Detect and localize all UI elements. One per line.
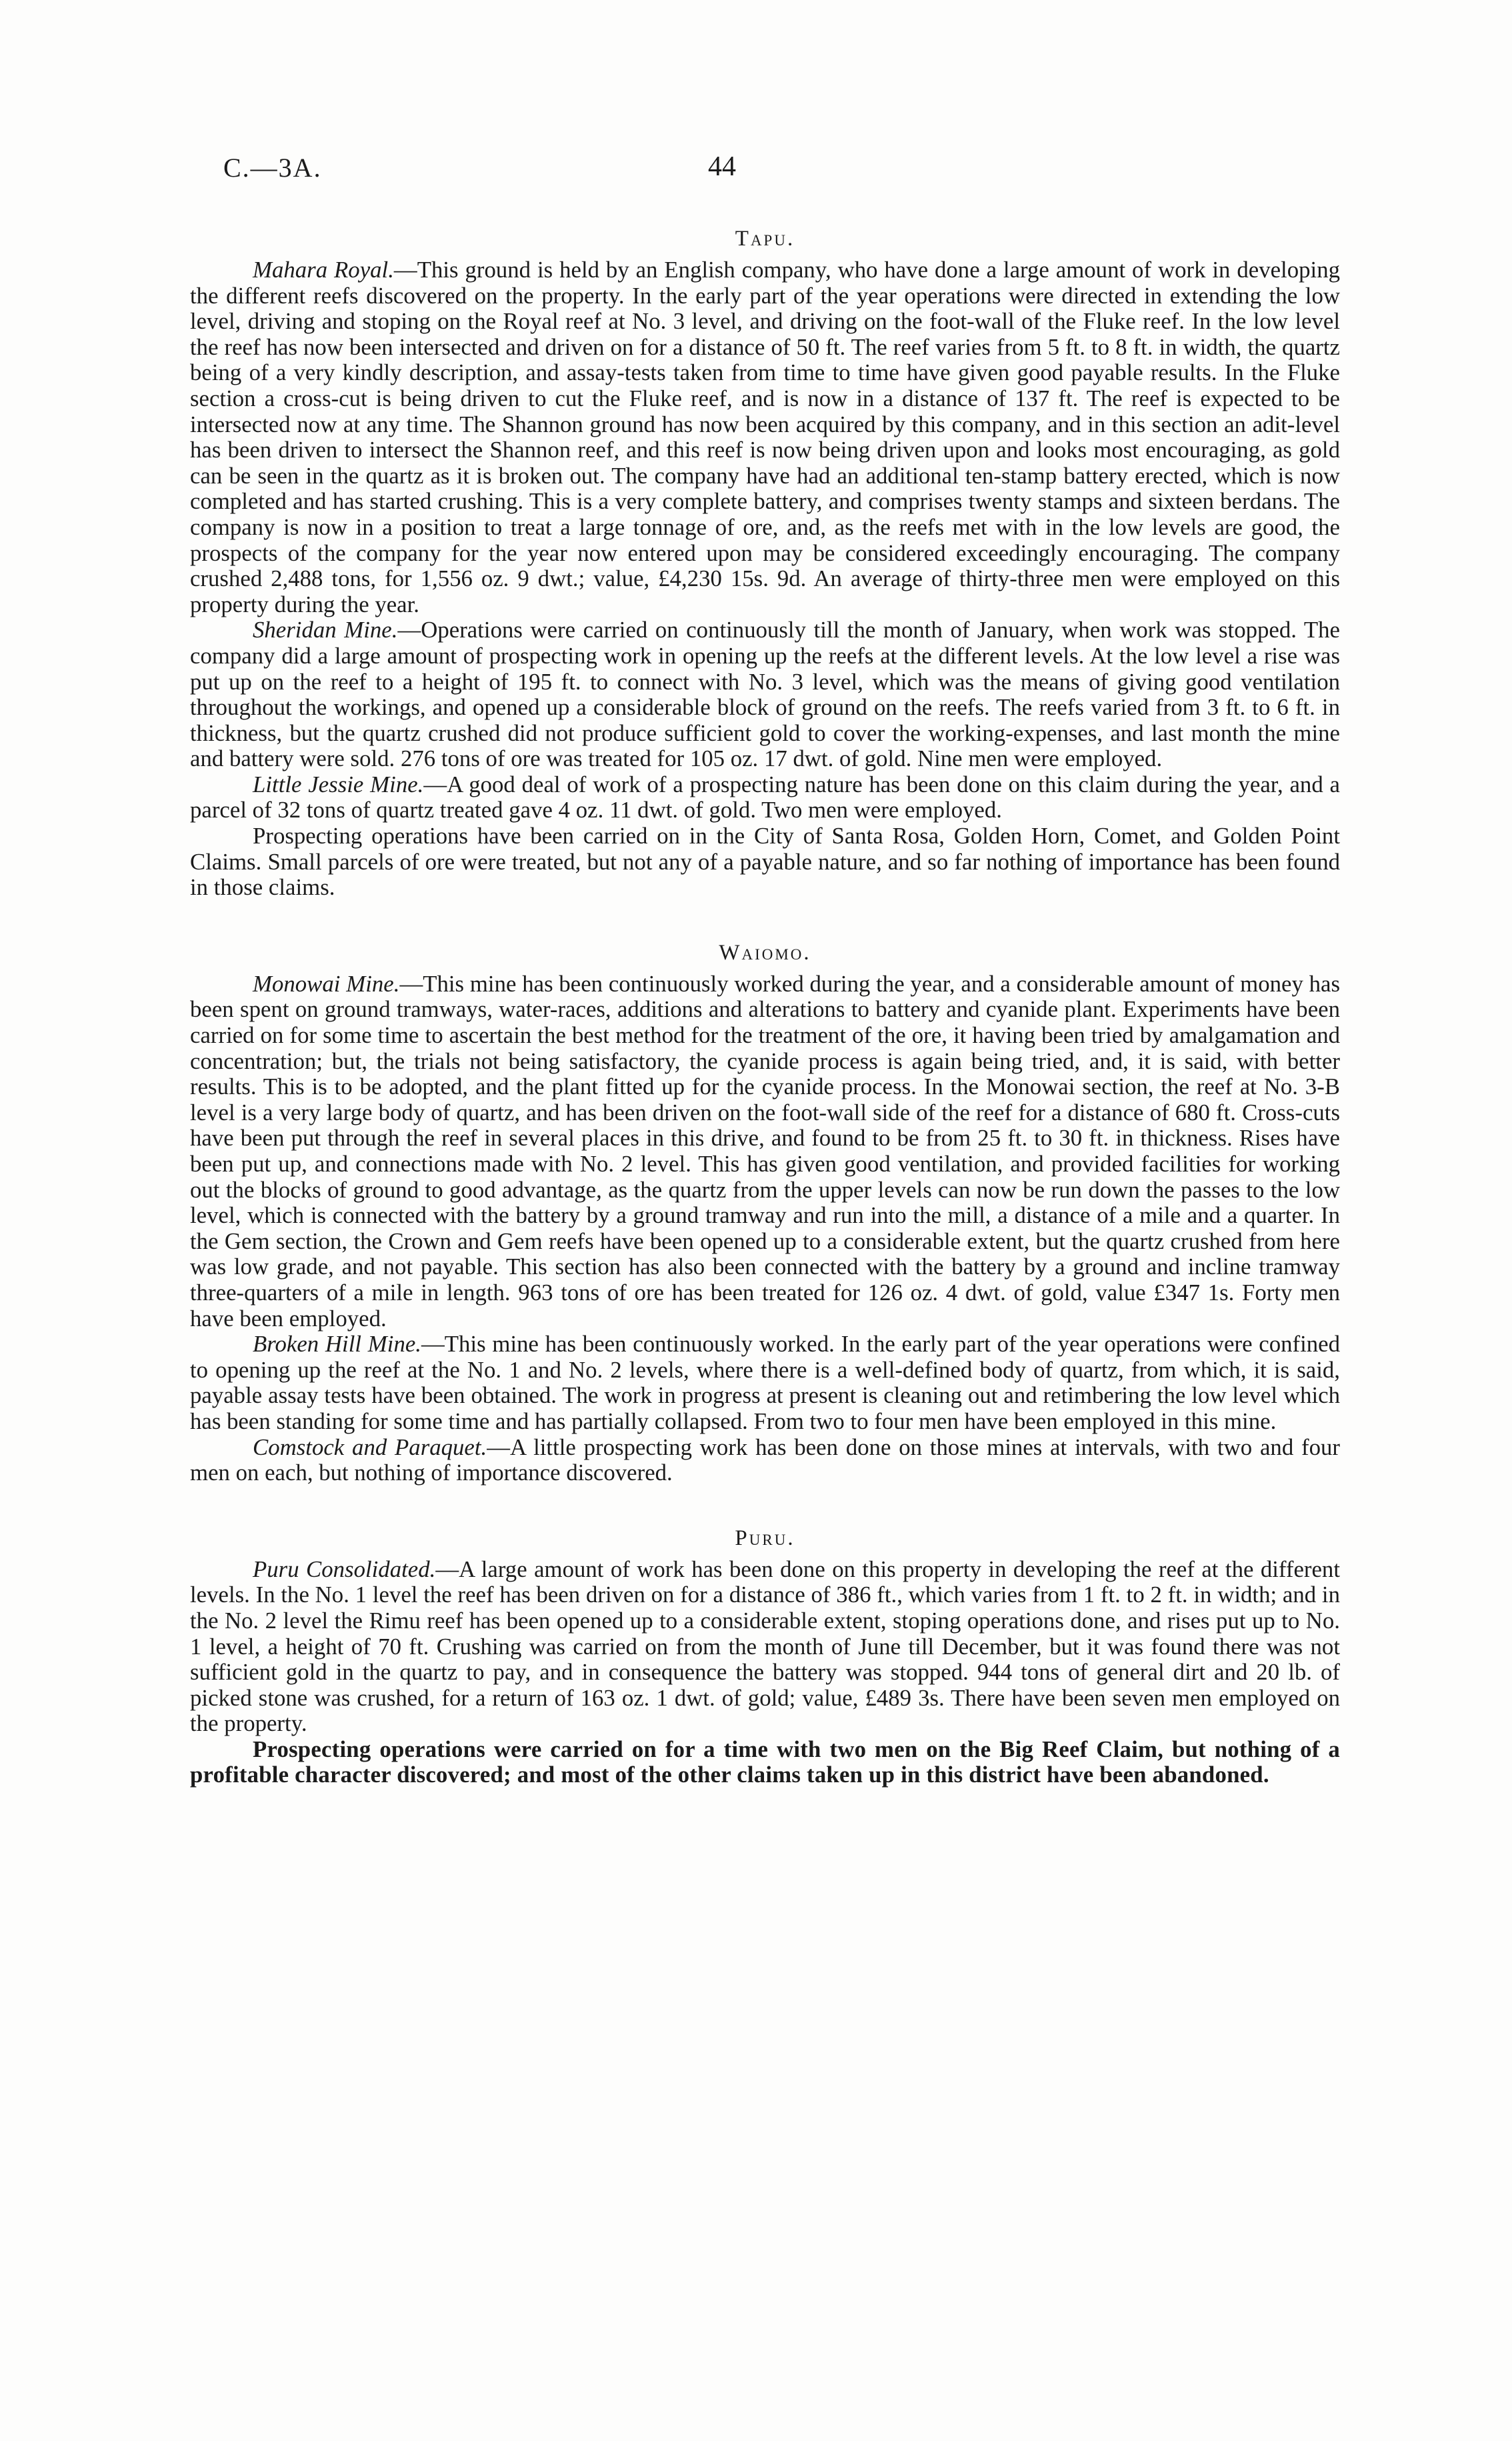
paragraph-text: —This mine has been continuously worked during the year, and a considerable amount of money has been spent on ground tramways, water-races, additions and alterations to battery and cyanide plant. Experiments have been carried on for some time to ascertain the best method for the treatment of the ore, it having been tried by amalgamation and concentration; but, the trials not being satisfactory, the cyanide process is again being tried, and, it is said, with better results. This is to be adopted, and the plant fitted up for the cyanide process. In the Monowai section, the reef at No. 3-B level is a very large body of quartz, and has been driven on the foot-wall side of the reef for a distance of 680 ft. Cross-cuts have been put through the reef in several places in this drive, and found to be from 25 ft. to 30 ft. in thickness. Rises have been put up, and connections made with No. 2 level. This has given good ventilation, and provided facilities for working out the blocks of ground to good advantage, as the quartz from the upper levels can now be run down the passes to the low level, which is connected with the battery by a ground tramway and run into the mill, a distance of a mile and a quarter. In the Gem section, the Crown and Gem reefs have been opened up to a considerable extent, but the quartz crushed from here was low grade, and not payable. This section has also been connected with the battery by a ground and incline tramway three-quarters of a mile in length. 963 tons of ore has been treated for 126 oz. 4 dwt. of gold, value £347 1s. Forty men have been employed. [190, 970, 1340, 1332]
section-heading: Tapu. [735, 227, 795, 251]
paragraph-text: —A little prospecting work has been done on those mines at intervals, with two and four men on each, but nothing of importance discovered. [190, 1434, 1340, 1486]
paragraph-text: —This ground is held by an English company, who have done a large amount of work in developing the different reefs discovered on the property. In the early part of the year operations were directed in extending the low level, driving and stoping on the Royal reef at No. 3 level, and driving on the foot-wall of the Fluke reef. In the low level the reef has now been intersected and driven on for a distance of 50 ft. The reef varies from 5 ft. to 8 ft. in width, the quartz being of a very kindly description, and assay-tests taken from time to time have given good payable results. In the Fluke section a cross-cut is being driven to cut the Fluke reef, and is now in a distance of 137 ft. The reef is expected to be intersected now at any time. The Shannon ground has now been acquired by this company, and in this section an adit-level has been driven to intersect the Shannon reef, and this reef is now being driven upon and looks most encouraging, as gold can be seen in the quartz as it is broken out. The company have had an additional ten-stamp battery erected, which is now completed and has started crushing. This is a very complete battery, and comprises twenty stamps and sixteen berdans. The company is now in a position to treat a large tonnage of ore, and, as the reefs met with in the low levels are good, the prospects of the company for the year now entered upon may be considered exceedingly encouraging. The company crushed 2,488 tons, for 1,556 oz. 9 dwt.; value, £4,230 15s. 9d. An average of thirty-three men were employed on this property during the year. [190, 257, 1340, 617]
mine-name: Puru Consolidated. [253, 1556, 436, 1582]
paragraph-text: Prospecting operations have been carried on in the City of Santa Rosa, Golden Horn, Comet, and Golden Point Claims. Small parcels of ore were treated, but not any of a payable nature, and so far nothing of importance has been found in those claims. [190, 823, 1340, 901]
paragraph [190, 257, 1340, 617]
paragraph [190, 617, 1340, 772]
paragraph [190, 823, 1340, 901]
paragraph-text: —Operations were carried on continuously till the month of January, when work was stopped. The company did a large amount of prospecting work in opening up the reefs at the different levels. At the low level a rise was put up on the reef to a height of 195 ft. to connect with No. 3 level, which was the means of giving good ventilation throughout the workings, and opened up a considerable block of ground on the reefs. The reefs varied from 3 ft. to 6 ft. in thickness, but the quartz crushed did not produce sufficient gold to cover the working-expenses, and last month the mine and battery were sold. 276 tons of ore was treated for 105 oz. 17 dwt. of gold. Nine men were employed. [190, 617, 1341, 772]
paragraph [190, 1737, 1340, 1788]
paragraph [190, 772, 1340, 823]
mine-name: Mahara Royal. [253, 257, 394, 283]
paragraph-text: —A large amount of work has been done on this property in developing the reef at the different levels. In the No. 1 level the reef has been driven on for a distance of 386 ft., which varies from 1 ft. to 2 ft. in width; and in the No. 2 level the Rimu reef has been opened up to a considerable extent, stoping operations done, and rises put up to No. 1 level, a height of 70 ft. Crushing was carried on from the month of June till December, but it was found there was not sufficient gold in the quartz to pay, and in consequence the battery was stopped. 944 tons of general dirt and 20 lb. of picked stone was crushed, for a return of 163 oz. 1 dwt. of gold; value, £489 3s. There have been seven men employed on the property. [190, 1556, 1340, 1737]
section-spacer [190, 901, 1340, 939]
mine-name: Broken Hill Mine. [253, 1331, 421, 1358]
paragraph [190, 1332, 1340, 1434]
mine-name: Comstock and Paraquet. [253, 1434, 487, 1460]
section-puru [190, 1525, 1340, 1788]
section-heading: Puru. [735, 1526, 795, 1550]
section-waiomo [190, 939, 1340, 1486]
document-reference: C.—3A. [223, 153, 322, 183]
paragraph-text: —A good deal of work of a prospecting nature has been done on this claim during the year, and a parcel of 32 tons of quartz treated gave 4 oz. 11 dwt. of gold. Two men were employed. [190, 771, 1340, 823]
mine-name: Sheridan Mine. [253, 617, 398, 643]
page-number: 44 [708, 151, 736, 182]
paragraph-text: —This mine has been continuously worked. In the early part of the year operations were confined to opening up the reef at the No. 1 and No. 2 levels, where there is a well-defined body of quartz, from which, it is said, payable assay tests have been obtained. The work in progress at present is cleaning out and retimbering the low level which has been standing for some time and has partially collapsed. From two to four men have been employed in this mine. [190, 1331, 1340, 1434]
mine-name: Monowai Mine. [253, 970, 400, 997]
section-tapu [190, 225, 1340, 901]
paragraph-text: Prospecting operations were carried on for a time with two men on the Big Reef Claim, but nothing of a profitable character discovered; and most of the other claims taken up in this district have been abandoned. [190, 1736, 1340, 1788]
document-body [190, 225, 1340, 1788]
section-spacer [190, 1486, 1340, 1525]
paragraph [190, 971, 1340, 1332]
paragraph [190, 1557, 1340, 1737]
paragraph [190, 1435, 1340, 1486]
section-heading: Waiomo. [719, 940, 811, 965]
mine-name: Little Jessie Mine. [253, 771, 424, 797]
